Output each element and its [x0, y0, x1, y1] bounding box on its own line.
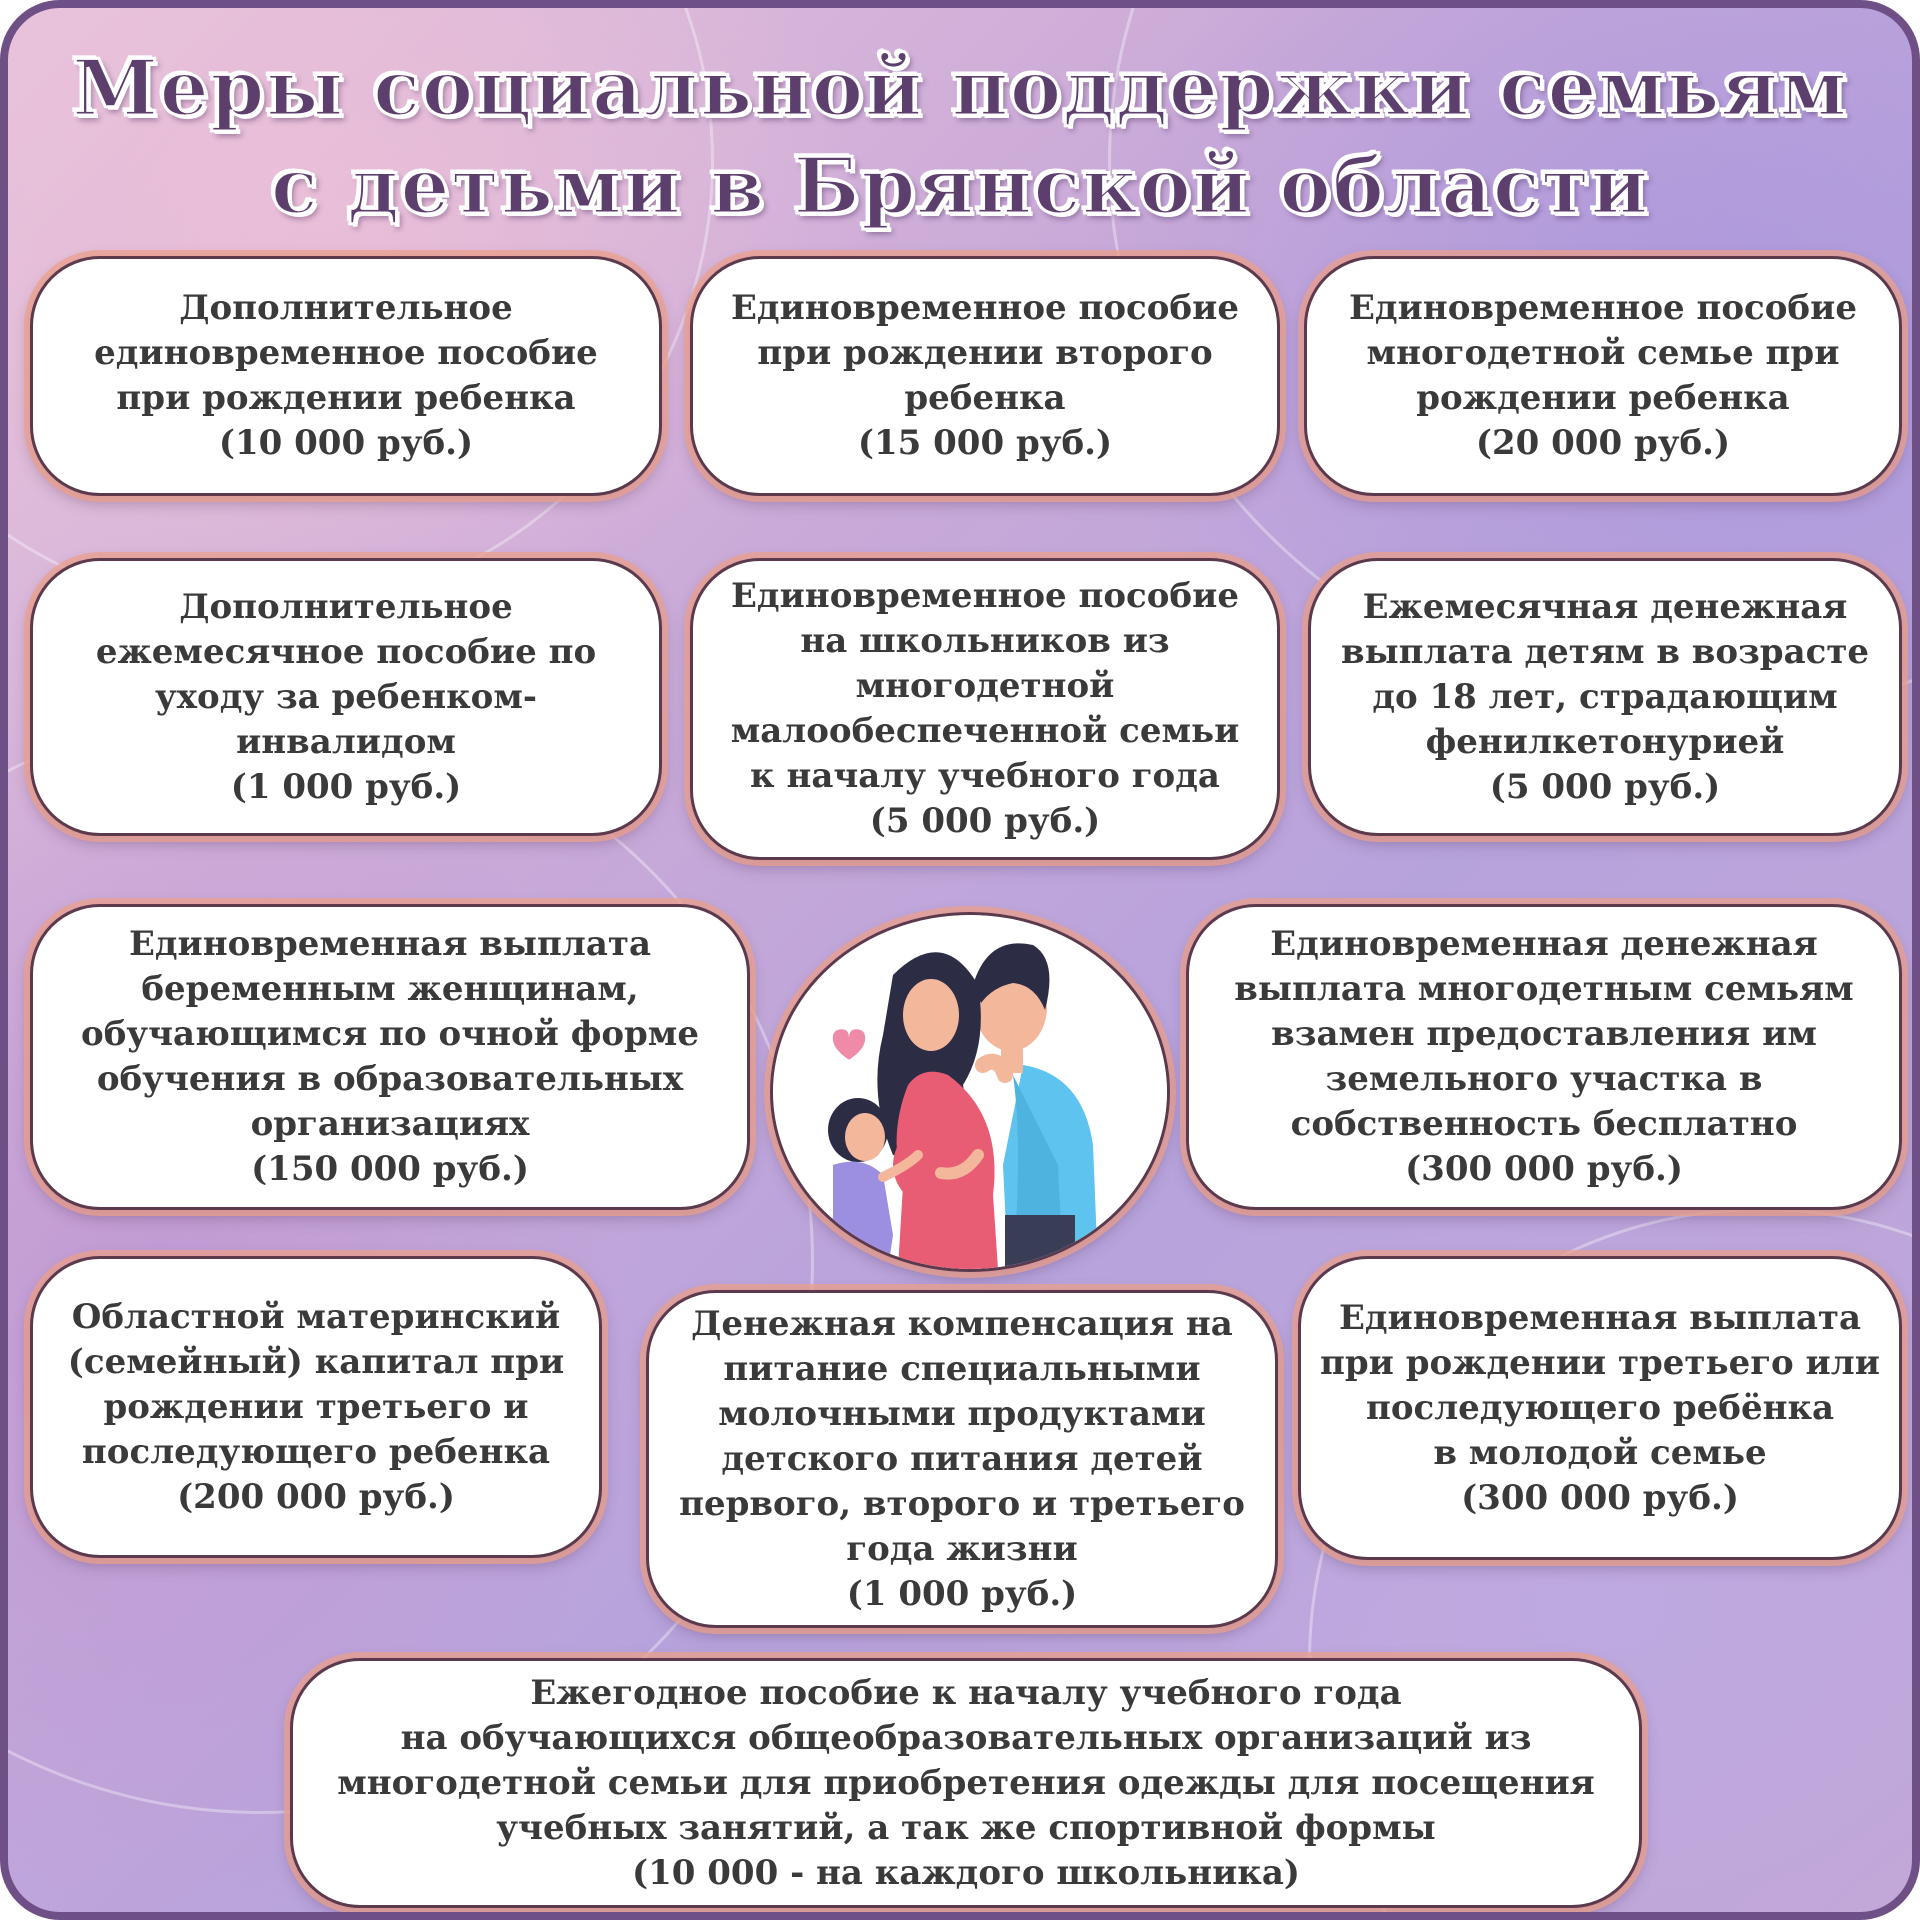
benefit-amount: (20 000 руб.)	[1475, 423, 1731, 463]
benefit-card-phenylketonuria	[1308, 558, 1902, 836]
benefit-amount: (300 000 руб.)	[1461, 1477, 1739, 1518]
benefit-card-disabled-child	[30, 558, 662, 836]
benefit-amount: (300 000 руб.)	[1405, 1149, 1683, 1189]
benefit-text: Денежная компенсация на питание специальными молочными продуктами детского питания детей первого, второго и третьего года жизни	[679, 1303, 1245, 1569]
benefit-amount: (5 000 руб.)	[869, 801, 1101, 841]
benefit-text: Единовременное пособие многодетной семье при рождении ребенка	[1349, 288, 1857, 418]
benefit-card-schoolchildren	[690, 558, 1280, 860]
title-line-1: Меры социальной поддержки семьям	[72, 43, 1848, 134]
benefit-card-young-family	[1298, 1256, 1902, 1560]
benefit-amount: (10 000 - на каждого школьника)	[632, 1852, 1300, 1893]
benefit-text: Единовременная выплата при рождении третьего или последующего ребёнка в молодой семье	[1320, 1297, 1880, 1473]
benefit-card-school-clothing	[290, 1658, 1642, 1908]
benefit-text: Единовременное пособие при рождении второго ребенка	[731, 288, 1239, 418]
family-illustration-svg	[773, 915, 1167, 1269]
benefit-text: Единовременная денежная выплата многодетным семьям взамен предоставления им земельного участка в собственность бесплатно	[1234, 924, 1854, 1144]
benefit-amount: (1 000 руб.)	[846, 1573, 1078, 1614]
benefit-text: Единовременное пособие на школьников из многодетной малообеспеченной семьи к началу учебного года	[730, 576, 1240, 796]
benefit-card-dairy-nutrition	[646, 1290, 1278, 1628]
benefit-text: Ежемесячная денежная выплата детям в возрасте до 18 лет, страдающим фенилкетонурией	[1340, 586, 1870, 762]
benefit-text: Дополнительное ежемесячное пособие по уходу за ребенком- инвалидом	[95, 586, 597, 762]
benefit-card-pregnant-students	[30, 904, 750, 1210]
benefit-amount: (15 000 руб.)	[857, 423, 1113, 463]
benefit-amount: (10 000 руб.)	[218, 423, 474, 463]
benefit-amount: (150 000 руб.)	[251, 1149, 529, 1189]
benefit-amount: (5 000 руб.)	[1489, 766, 1721, 807]
benefit-card-land-plot	[1186, 904, 1902, 1210]
benefit-text: Дополнительное единовременное пособие при рождении ребенка	[94, 288, 598, 418]
benefit-card-additional-birth	[30, 256, 662, 496]
benefit-amount: (200 000 руб.)	[177, 1476, 455, 1517]
benefit-card-maternity-capital	[30, 1256, 602, 1558]
family-illustration	[770, 912, 1170, 1272]
benefit-card-large-family-birth	[1304, 256, 1902, 496]
benefit-text: Единовременная выплата беременным женщинам, обучающимся по очной форме обучения в образовательных организациях	[81, 924, 699, 1144]
title-line-2: с детьми в Брянской области	[270, 141, 1650, 232]
benefit-card-second-child	[690, 256, 1280, 496]
benefit-text: Ежегодное пособие к началу учебного года на обучающихся общеобразовательных организаций из многодетной семьи для приобретения одежды для посещения учебных занятий, а так же спортивной формы	[337, 1672, 1595, 1848]
page-title	[8, 40, 1912, 236]
benefit-amount: (1 000 руб.)	[230, 766, 462, 807]
benefit-text: Областной материнский (семейный) капитал при рождении третьего и последующего ребенка	[67, 1296, 565, 1472]
